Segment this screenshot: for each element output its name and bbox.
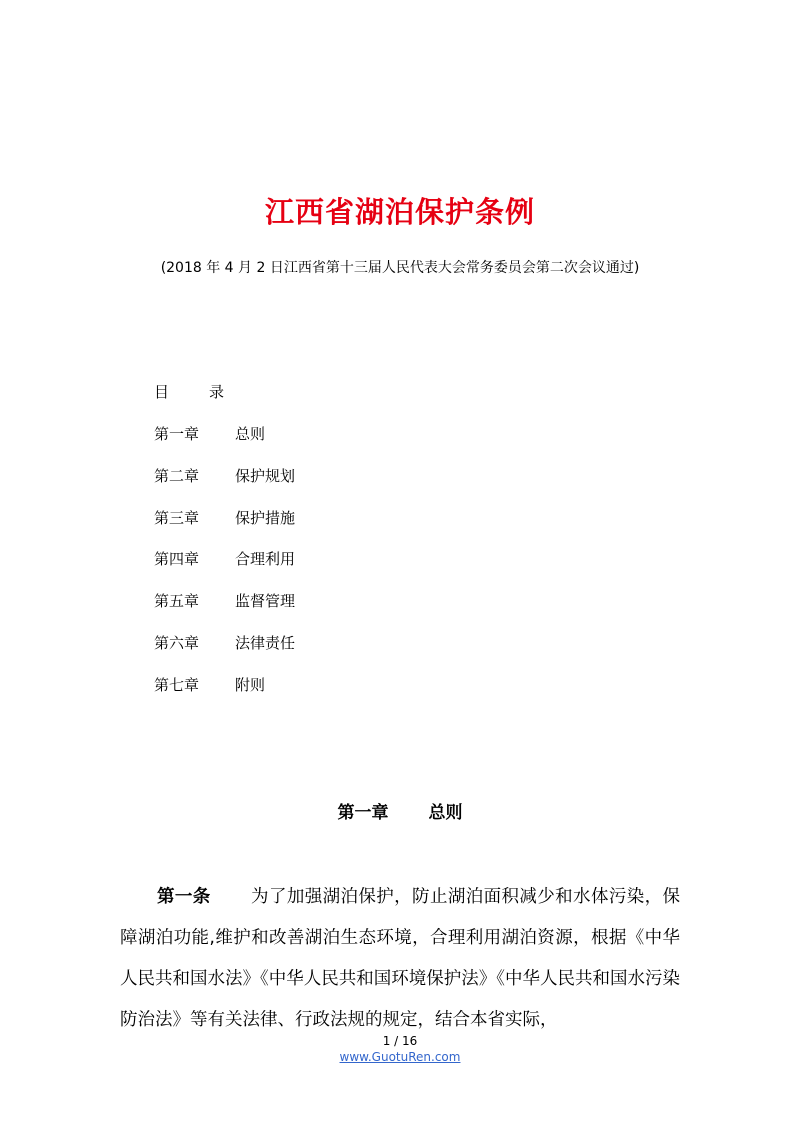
footer-website-link[interactable]: www.GuotuRen.com [339, 1050, 461, 1064]
toc-chapter-number: 第三章 [154, 508, 200, 527]
toc-chapter-number: 第二章 [154, 466, 200, 485]
chapter-number: 第一章 [337, 803, 389, 823]
toc-heading-left: 目 [154, 383, 170, 401]
toc-item[interactable] [154, 674, 295, 716]
document-subtitle: (2018 年 4 月 2 日江西省第十三届人民代表大会常务委员会第二次会议通过) [160, 260, 640, 276]
article-number: 第一条 [157, 887, 211, 907]
toc-chapter-title: 保护规划 [235, 466, 296, 485]
toc-chapter-number: 第一章 [154, 425, 200, 443]
toc-chapter-number: 第七章 [154, 675, 200, 694]
toc-chapter-number: 第六章 [154, 633, 200, 652]
footer-link-container [0, 1050, 800, 1064]
toc-chapter-number: 第五章 [154, 592, 200, 611]
toc-item[interactable] [154, 423, 295, 465]
article-paragraph [120, 877, 680, 1041]
toc-chapter-title: 监督管理 [235, 592, 296, 611]
document-title: 江西省湖泊保护条例 [264, 195, 535, 229]
chapter-title: 总则 [428, 803, 463, 823]
page-number: 1 / 16 [382, 1034, 418, 1048]
toc-chapter-title: 附则 [235, 675, 266, 694]
toc-item[interactable] [154, 590, 295, 632]
toc-chapter-title: 保护措施 [235, 508, 296, 527]
toc-chapter-number: 第四章 [154, 550, 200, 569]
article-text: 为了加强湖泊保护，防止湖泊面积减少和水体污染，保障湖泊功能,维护和改善湖泊生态环境，合理利用湖泊资源，根据《中华人民共和国水法》《中华人民共和国环境保护法》《中华人民共和国水污染防治法》等有关法律、行政法规的规定，结合本省实际， [120, 887, 681, 1030]
toc-item[interactable] [154, 465, 295, 507]
toc-chapter-title: 合理利用 [235, 550, 296, 569]
toc-item[interactable] [154, 632, 295, 674]
chapter-heading [0, 798, 800, 823]
toc-list [154, 423, 295, 716]
toc-item[interactable] [154, 507, 295, 549]
toc-chapter-title: 法律责任 [235, 633, 296, 652]
toc-item[interactable] [154, 548, 295, 590]
toc-heading-right: 录 [209, 383, 225, 401]
toc-heading [154, 381, 224, 402]
toc-chapter-title: 总则 [235, 425, 266, 443]
